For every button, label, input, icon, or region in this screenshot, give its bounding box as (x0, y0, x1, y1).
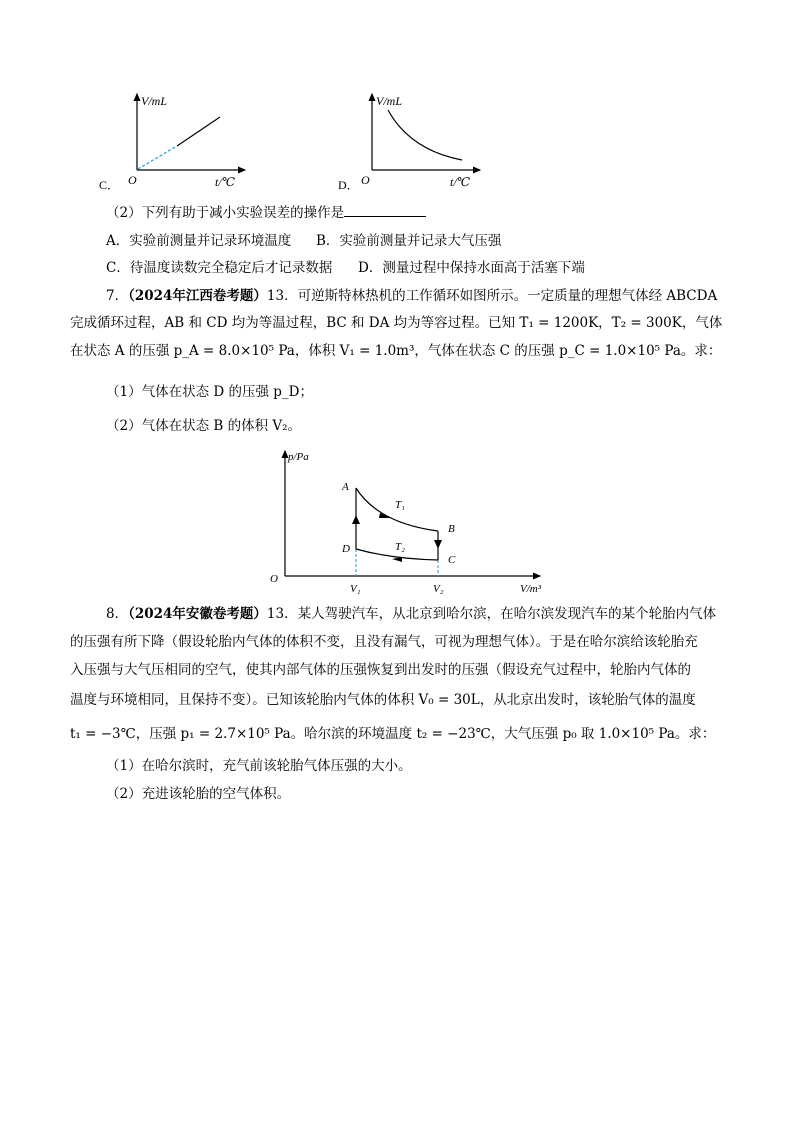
q6-sub2: （2）下列有助于减小实验误差的操作是 (106, 203, 426, 223)
q6-option-a: A．实验前测量并记录环境温度 (106, 233, 292, 249)
q8-line1: 8．（2024年安徽卷考题）13．某人驾驶汽车，从北京到哈尔滨，在哈尔滨发现汽车的某个轮胎内气体 (106, 606, 717, 622)
graph-c-origin: O (128, 173, 137, 187)
graph-c-dashed-line (138, 146, 177, 169)
pv-arrow-cd (392, 557, 402, 562)
q8-line3: 入压强与大气压相同的空气，使其内部气体的压强恢复到出发时的压强（假设充气过程中，轮胎内气体的 (70, 662, 691, 678)
pv-arrow-bc (434, 540, 442, 549)
q7-source: （2024年江西卷考题） (128, 288, 267, 304)
pv-graph (262, 445, 552, 600)
q7-line1: 7．（2024年江西卷考题）13．可逆斯特林热机的工作循环如图所示。一定质量的理想气体经 ABCDA (106, 288, 718, 304)
pv-label-c: C (448, 554, 456, 566)
q8-source: （2024年安徽卷考题） (128, 606, 267, 622)
graph-d-y-label: V/mL (376, 94, 403, 108)
graph-d-option: D． (338, 178, 359, 192)
q8-line2: 的压强有所下降（假设轮胎内气体的体积不变，且没有漏气，可视为理想气体）。于是在哈尔滨给该轮胎充 (70, 634, 698, 650)
graph-c (95, 88, 265, 196)
q8-line5: t₁ = −3℃，压强 p₁ = 2.7×10⁵ Pa。哈尔滨的环境温度 t₂ = −23℃，大气压强 p₀ 取 1.0×10⁵ Pa。求： (70, 726, 716, 742)
q8-sub2: （2）充进该轮胎的空气体积。 (106, 786, 291, 802)
q6-option-b: B．实验前测量并记录大气压强 (316, 233, 502, 249)
pv-origin: O (270, 573, 278, 585)
graph-d-x-label: t/℃ (450, 175, 471, 189)
graph-c-x-label: t/℃ (215, 175, 236, 189)
pv-label-t1: T₁ (395, 499, 405, 511)
pv-label-t2: T₂ (395, 541, 405, 553)
q8-line4: 温度与环境相同，且保持不变）。已知该轮胎内气体的体积 V₀ = 30L，从北京出发时，该轮胎气体的温度 (70, 692, 696, 708)
graph-d (330, 88, 500, 196)
pv-x-label: V/m³ (520, 583, 542, 595)
q7-sub2: （2）气体在状态 B 的体积 V₂。 (106, 418, 302, 434)
pv-label-d: D (342, 543, 350, 555)
pv-y-label: p/Pa (288, 451, 309, 463)
pv-label-v2: V₂ (433, 583, 444, 595)
q8-sub1: （1）在哈尔滨时，充气前该轮胎气体压强的大小。 (106, 758, 412, 774)
q6-option-c: C．待温度读数完全稳定后才记录数据 (106, 260, 333, 276)
q7-sub1: （1）气体在状态 D 的压强 p_D； (106, 384, 314, 400)
answer-blank (344, 204, 426, 217)
graph-d-curve (388, 110, 462, 160)
q7-line3: 在状态 A 的压强 p_A = 8.0×10⁵ Pa，体积 V₁ = 1.0m³，气体在状态 C 的压强 p_C = 1.0×10⁵ Pa。求： (70, 343, 722, 359)
pv-arrow-da (352, 515, 360, 524)
pv-label-a: A (342, 481, 349, 493)
pv-label-v1: V₁ (350, 583, 361, 595)
q7-line2: 完成循环过程，AB 和 CD 均为等温过程，BC 和 DA 均为等容过程。已知 T₁ = 1200K，T₂ = 300K，气体 (70, 315, 723, 331)
graph-c-solid-line (177, 117, 220, 146)
pv-arrow-ab (379, 513, 391, 518)
pv-label-b: B (448, 523, 455, 535)
graph-c-option: C． (99, 178, 120, 192)
q6-option-d: D．测量过程中保持水面高于活塞下端 (358, 260, 585, 276)
graph-d-origin: O (361, 173, 370, 187)
graph-c-y-label: V/mL (141, 94, 168, 108)
